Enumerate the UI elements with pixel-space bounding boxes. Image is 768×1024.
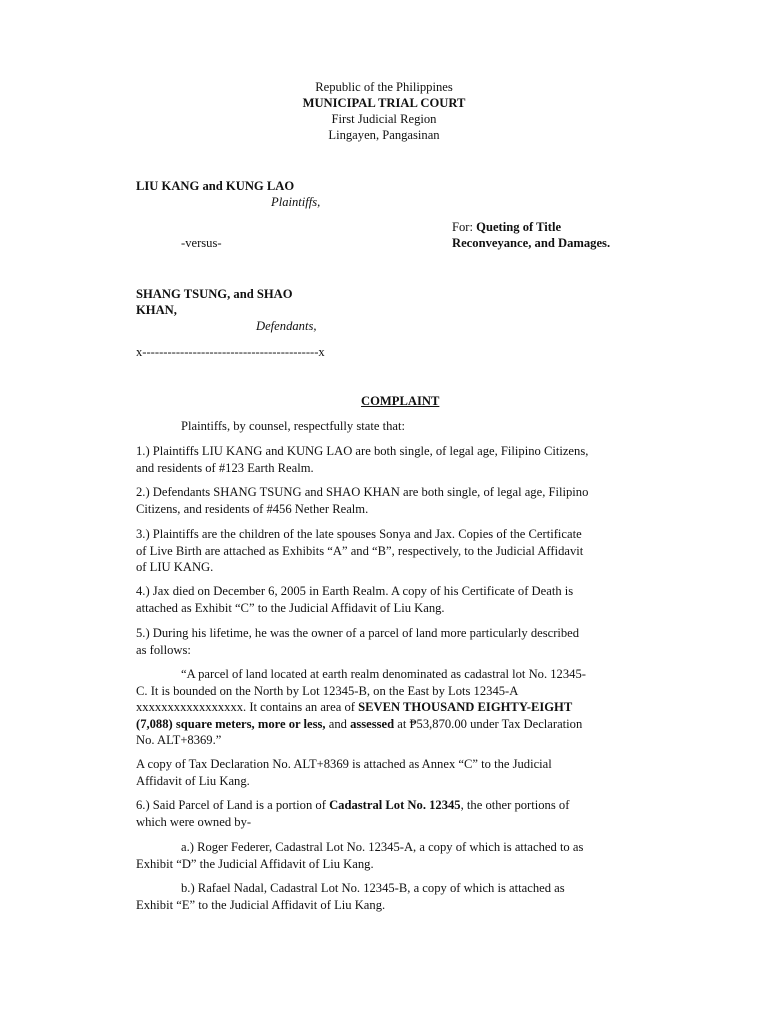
quote-line	[136, 699, 656, 716]
paragraph-line: which were owned by-	[136, 814, 252, 829]
header-location: Lingayen, Pangasinan	[328, 128, 440, 142]
header-court: MUNICIPAL TRIAL COURT	[302, 96, 466, 110]
paragraph-3	[136, 526, 656, 576]
paragraph-line: A copy of Tax Declaration No. ALT+8369 is attached as Annex “C” to the Judicial	[136, 757, 552, 771]
plaintiffs-label: Plaintiffs,	[271, 195, 321, 209]
defendants-line1: SHANG TSUNG, and SHAO	[136, 287, 293, 301]
subparagraph-a	[136, 839, 656, 872]
paragraph-line: Affidavit of Liu Kang.	[136, 773, 250, 788]
paragraph-5	[136, 625, 656, 658]
paragraph-line: Exhibit “D” the Judicial Affidavit of Liu Kang.	[136, 856, 374, 871]
header-republic: Republic of the Philippines	[315, 80, 453, 94]
plaintiffs-names: LIU KANG and KUNG LAO	[136, 179, 295, 193]
paragraph-line: as follows:	[136, 642, 191, 657]
quote-text: and	[325, 716, 351, 731]
paragraph-4	[136, 583, 656, 616]
quote-line	[136, 716, 656, 733]
property-description-quote	[136, 666, 656, 749]
paragraph-line	[136, 797, 656, 814]
quote-text: xxxxxxxxxxxxxxxxx. It contains an area of	[136, 700, 359, 714]
quote-line: “A parcel of land located at earth realm denominated as cadastral lot No. 12345-	[181, 667, 586, 681]
header-region: First Judicial Region	[331, 112, 437, 126]
for-line2: Reconveyance, and Damages.	[452, 236, 611, 250]
for-line1: Queting of Title	[476, 220, 562, 234]
paragraph-line: 3.) Plaintiffs are the children of the late spouses Sonya and Jax. Copies of the Certificate	[136, 527, 582, 541]
quote-line: C. It is bounded on the North by Lot 12345-B, on the East by Lots 12345-A	[136, 683, 519, 698]
p6-text: , the other portions of	[460, 798, 570, 812]
paragraph-line: of Live Birth are attached as Exhibits “A” and “B”, respectively, to the Judicial Affidavit	[136, 543, 584, 558]
intro-line: Plaintiffs, by counsel, respectfully state that:	[181, 419, 405, 433]
defendants-label: Defendants,	[256, 319, 317, 333]
for-prefix: For:	[452, 220, 473, 234]
paragraph-6	[136, 797, 656, 830]
paragraph-2	[136, 484, 656, 517]
paragraph-line: a.) Roger Federer, Cadastral Lot No. 12345-A, a copy of which is attached to as	[181, 840, 584, 854]
cadastral-lot: Cadastral Lot No. 12345	[329, 798, 461, 812]
paragraph-line: of LIU KANG.	[136, 560, 214, 574]
paragraph-line: Citizens, and residents of #456 Nether Realm.	[136, 501, 369, 516]
paragraph-line: b.) Rafael Nadal, Cadastral Lot No. 12345-B, a copy of which is attached as	[181, 881, 565, 895]
versus: -versus-	[181, 236, 222, 250]
for-label	[452, 219, 561, 235]
paragraph-line: and residents of #123 Earth Realm.	[136, 460, 314, 475]
quote-line: No. ALT+8369.”	[136, 733, 222, 747]
subparagraph-b	[136, 880, 656, 913]
paragraph-line: 4.) Jax died on December 6, 2005 in Earth Realm. A copy of his Certificate of Death is	[136, 584, 574, 598]
paragraph-line: Exhibit “E” to the Judicial Affidavit of Liu Kang.	[136, 897, 386, 912]
quote-text: at ₱53,870.00 under Tax Declaration	[394, 716, 583, 731]
paragraph-1	[136, 443, 656, 476]
paragraph-line: 1.) Plaintiffs LIU KANG and KUNG LAO are both single, of legal age, Filipino Citizens,	[136, 444, 589, 458]
area-words: SEVEN THOUSAND EIGHTY-EIGHT	[358, 700, 573, 714]
defendants-line2: KHAN,	[136, 303, 177, 317]
paragraph-line: 2.) Defendants SHANG TSUNG and SHAO KHAN are both single, of legal age, Filipino	[136, 485, 589, 499]
paragraph-line: 5.) During his lifetime, he was the owner of a parcel of land more particularly described	[136, 626, 580, 640]
paragraph-5b	[136, 756, 656, 789]
caption-separator: x------------------------------------------x	[136, 345, 325, 359]
area-number: (7,088) square meters, more or less,	[136, 716, 326, 731]
assessed-word: assessed	[350, 716, 395, 731]
paragraph-line: attached as Exhibit “C” to the Judicial Affidavit of Liu Kang.	[136, 600, 445, 615]
p6-text: 6.) Said Parcel of Land is a portion of	[136, 798, 330, 812]
document-title: COMPLAINT	[361, 394, 440, 408]
